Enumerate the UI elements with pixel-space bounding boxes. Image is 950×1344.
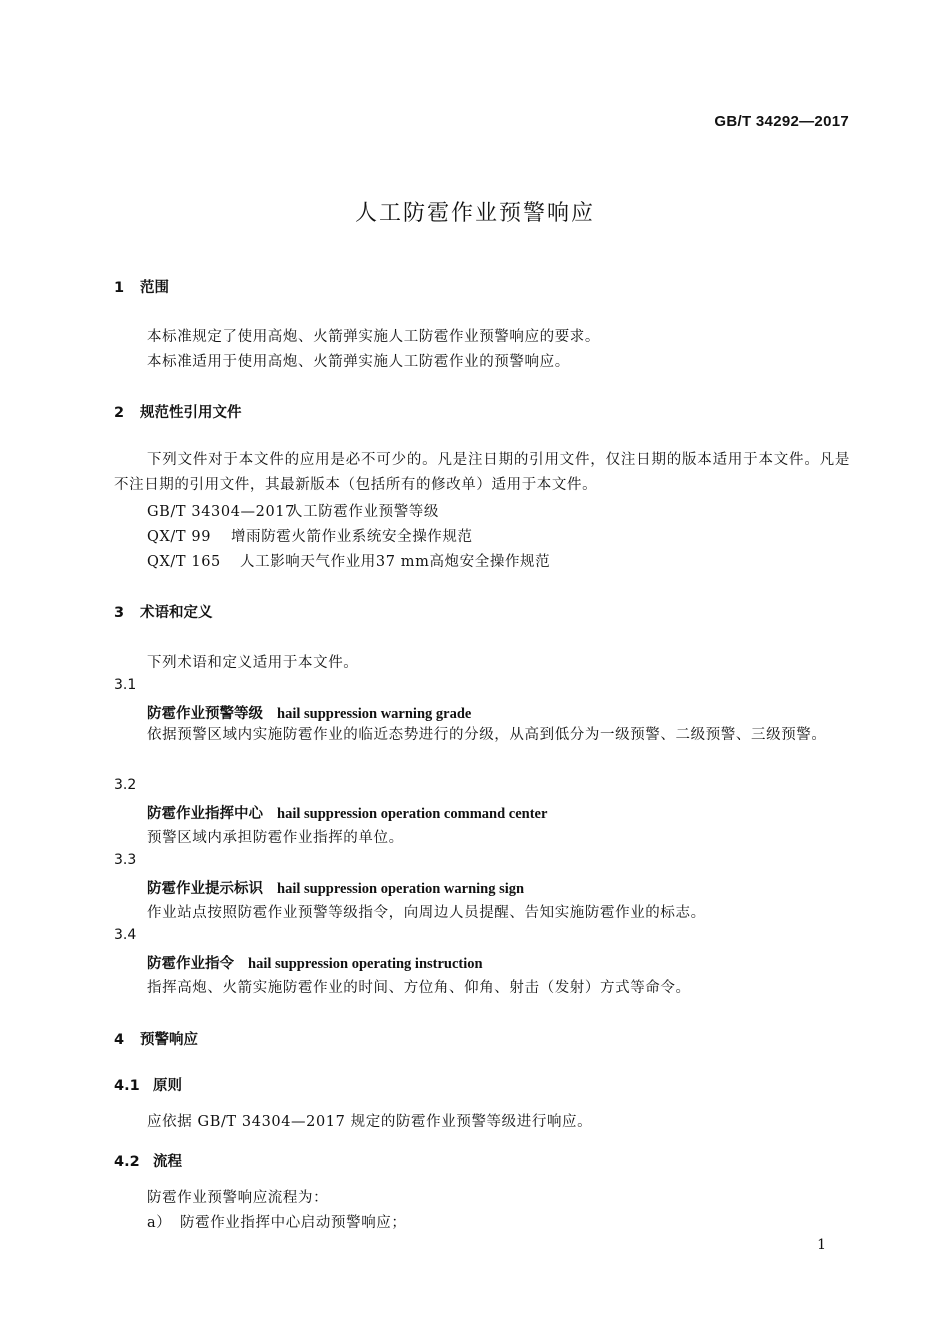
subsection-title: 原则 — [153, 1078, 182, 1094]
list-marker: a） — [147, 1215, 172, 1231]
paragraph: 下列文件对于本文件的应用是必不可少的。凡是注日期的引用文件，仅注日期的版本适用于本文件。凡是不注日期的引用文件，其最新版本（包括所有的修改单）适用于本文件。 — [114, 452, 850, 493]
section-1-heading — [114, 276, 169, 297]
section-title: 预警响应 — [140, 1032, 198, 1048]
term-number: 3.2 — [114, 777, 137, 793]
section-title: 术语和定义 — [140, 605, 213, 621]
term-name-en: hail suppression operation warning sign — [277, 881, 525, 897]
paragraph: 防雹作业预警响应流程为： — [147, 1190, 329, 1206]
reference-title: 增雨防雹火箭作业系统安全操作规范 — [231, 529, 473, 545]
section-3-heading — [114, 601, 213, 622]
document-title: 人工防雹作业预警响应 — [354, 201, 595, 226]
term-number: 3.3 — [114, 852, 137, 868]
subsection-4-1-heading — [114, 1074, 182, 1095]
subsection-number: 4.2 — [114, 1154, 140, 1170]
section-title: 范围 — [140, 280, 169, 296]
subsection-4-2-heading — [114, 1150, 182, 1171]
section-2-heading — [114, 401, 242, 422]
reference-code: QX/T 99 — [147, 529, 212, 545]
term-definition: 依据预警区域内实施防雹作业的临近态势进行的分级，从高到低分为一级预警、二级预警、三级预警。 — [147, 727, 827, 743]
term-name-en: hail suppression operation command center — [277, 806, 548, 822]
term-number: 3.1 — [114, 677, 137, 693]
reference-item — [147, 550, 550, 571]
subsection-title: 流程 — [153, 1154, 182, 1170]
reference-code: GB/T 34304—2017 — [147, 504, 295, 520]
term-definition: 作业站点按照防雹作业预警等级指令，向周边人员提醒、告知实施防雹作业的标志。 — [147, 905, 706, 921]
reference-item — [147, 525, 473, 546]
term-name-en: hail suppression operating instruction — [248, 956, 483, 972]
section-title: 规范性引用文件 — [140, 405, 242, 421]
reference-title: 人工防雹作业预警等级 — [288, 504, 439, 520]
term-definition: 预警区域内承担防雹作业指挥的单位。 — [147, 830, 404, 846]
term-name — [147, 877, 524, 898]
list-text: 防雹作业指挥中心启动预警响应； — [180, 1215, 407, 1231]
paragraph: 本标准规定了使用高炮、火箭弹实施人工防雹作业预警响应的要求。 — [147, 329, 600, 345]
term-name-en: hail suppression warning grade — [277, 706, 472, 722]
term-name-zh: 防雹作业指令 — [147, 956, 234, 972]
term-name-zh: 防雹作业预警等级 — [147, 706, 263, 722]
section-number: 2 — [114, 405, 125, 421]
term-name-zh: 防雹作业指挥中心 — [147, 806, 263, 822]
term-name-zh: 防雹作业提示标识 — [147, 881, 263, 897]
reference-code: QX/T 165 — [147, 554, 221, 570]
subsection-number: 4.1 — [114, 1078, 140, 1094]
term-name — [147, 802, 547, 823]
reference-title: 人工影响天气作业用37 mm高炮安全操作规范 — [240, 554, 551, 570]
list-item — [147, 1211, 407, 1232]
paragraph: 应依据 GB/T 34304—2017 规定的防雹作业预警等级进行响应。 — [147, 1114, 593, 1130]
standard-code: GB/T 34292—2017 — [714, 113, 849, 130]
section-number: 1 — [114, 280, 125, 296]
section-number: 4 — [114, 1032, 125, 1048]
term-name — [147, 952, 483, 973]
paragraph: 本标准适用于使用高炮、火箭弹实施人工防雹作业的预警响应。 — [147, 354, 570, 370]
paragraph: 下列术语和定义适用于本文件。 — [147, 655, 359, 671]
term-number: 3.4 — [114, 927, 137, 943]
section-number: 3 — [114, 605, 125, 621]
reference-item — [147, 500, 439, 521]
term-name — [147, 702, 471, 723]
section-4-heading — [114, 1028, 198, 1049]
term-definition: 指挥高炮、火箭实施防雹作业的时间、方位角、仰角、射击（发射）方式等命令。 — [147, 980, 691, 996]
page-number: 1 — [817, 1237, 826, 1253]
